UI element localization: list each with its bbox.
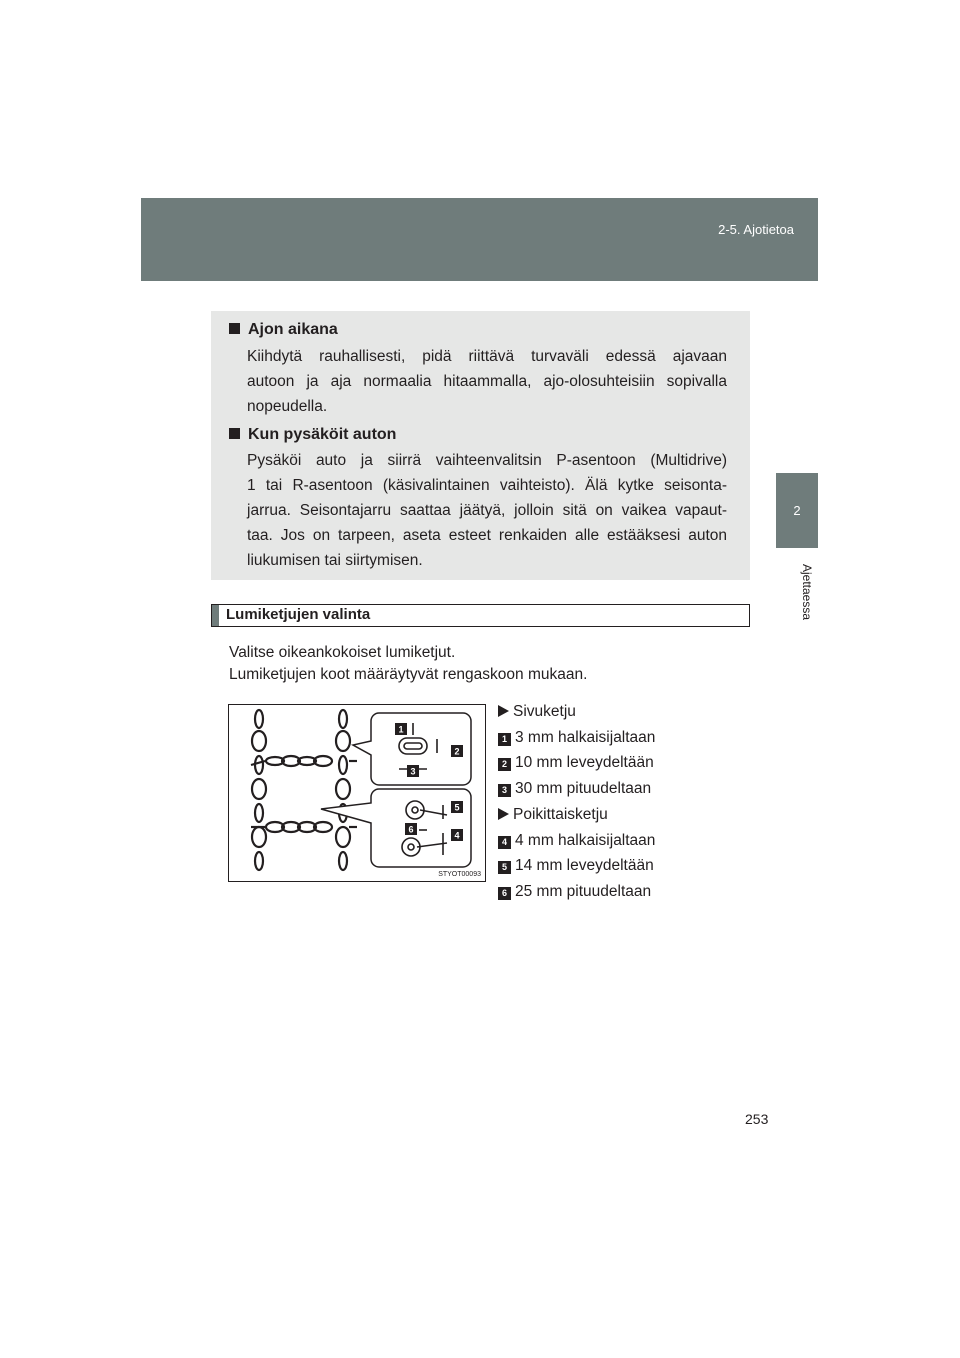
text-line: nopeudella. — [247, 398, 328, 415]
info-item-title-text: Ajon aikana — [248, 321, 338, 338]
side-chain-left — [252, 710, 266, 870]
info-item-title — [229, 426, 396, 444]
badge-4: 4 — [454, 830, 460, 841]
badge-3: 3 — [410, 766, 416, 777]
page-number: 253 — [745, 1111, 769, 1127]
text-line: 1 tai R-asentoon (käsivalintainen vaihteisto). Älä kytke seisonta- — [247, 477, 727, 494]
heading-accent — [212, 605, 219, 626]
legend-text: 10 mm leveydeltään — [515, 754, 654, 771]
number-badge: 2 — [498, 758, 511, 771]
legend-text: Poikittaisketju — [513, 806, 608, 823]
bullet-square-icon — [229, 323, 240, 334]
badge-2: 2 — [454, 746, 460, 757]
intro-line: Valitse oikeankokoiset lumiketjut. — [229, 644, 456, 661]
legend-item — [498, 702, 576, 722]
arrow-right-icon — [498, 705, 509, 717]
legend-text: Sivuketju — [513, 703, 576, 720]
intro-line: Lumiketjujen koot määräytyvät rengaskoon mukaan. — [229, 666, 588, 683]
snow-chain-illustration — [229, 705, 485, 881]
badge-6: 6 — [408, 824, 414, 835]
legend-text: 3 mm halkaisijaltaan — [515, 729, 656, 746]
number-badge: 6 — [498, 887, 511, 900]
legend-text: 4 mm halkaisijaltaan — [515, 832, 656, 849]
info-box — [211, 311, 750, 580]
chapter-tab[interactable] — [776, 473, 818, 548]
number-badge: 5 — [498, 861, 511, 874]
info-item-text — [247, 448, 727, 573]
section-heading — [211, 604, 750, 627]
chapter-label: Ajettaessa — [800, 563, 814, 621]
figure-code: STYOT00093 — [438, 871, 481, 878]
legend-item — [498, 753, 654, 773]
text-line: taa. Jos on tarpeen, aseta esteet renkaiden alle estääksesi auton — [247, 527, 727, 544]
legend-item — [498, 779, 651, 799]
number-badge: 3 — [498, 784, 511, 797]
text-line: Kiihdytä rauhallisesti, pidä riittävä turvaväli edessä ajavaan — [247, 348, 727, 365]
section-heading-text: Lumiketjujen valinta — [226, 606, 371, 623]
info-item-title — [229, 321, 338, 339]
number-badge: 1 — [498, 733, 511, 746]
text-line: Pysäköi auto ja siirrä vaihteenvalitsin P-asentoon (Multidrive) — [247, 452, 727, 469]
legend-item — [498, 831, 655, 851]
badge-1: 1 — [398, 724, 404, 735]
badge-5: 5 — [454, 802, 460, 813]
header-band — [141, 198, 818, 281]
info-item-text — [247, 344, 727, 419]
header-title: 2-5. Ajotietoa — [718, 222, 794, 237]
number-badge: 4 — [498, 836, 511, 849]
chapter-number: 2 — [793, 503, 801, 518]
legend-text: 30 mm pituudeltaan — [515, 780, 652, 797]
snow-chain-figure — [228, 704, 486, 882]
bullet-square-icon — [229, 428, 240, 439]
legend-item — [498, 805, 608, 825]
info-item-title-text: Kun pysäköit auton — [248, 426, 397, 443]
side-chain-right — [336, 710, 350, 870]
text-line: autoon ja aja normaalia hitaammalla, ajo-olosuhteisiin sopivalla — [247, 373, 727, 390]
legend-item — [498, 882, 651, 902]
text-line: liukumisen tai siirtymisen. — [247, 552, 423, 569]
legend-item — [498, 856, 654, 876]
legend-text: 25 mm pituudeltaan — [515, 883, 652, 900]
text-line: jarrua. Seisontajarru saattaa jäätyä, jolloin sitä on vaikea vapaut- — [247, 502, 727, 519]
arrow-right-icon — [498, 808, 509, 820]
legend-text: 14 mm leveydeltään — [515, 857, 654, 874]
legend-item — [498, 728, 655, 748]
